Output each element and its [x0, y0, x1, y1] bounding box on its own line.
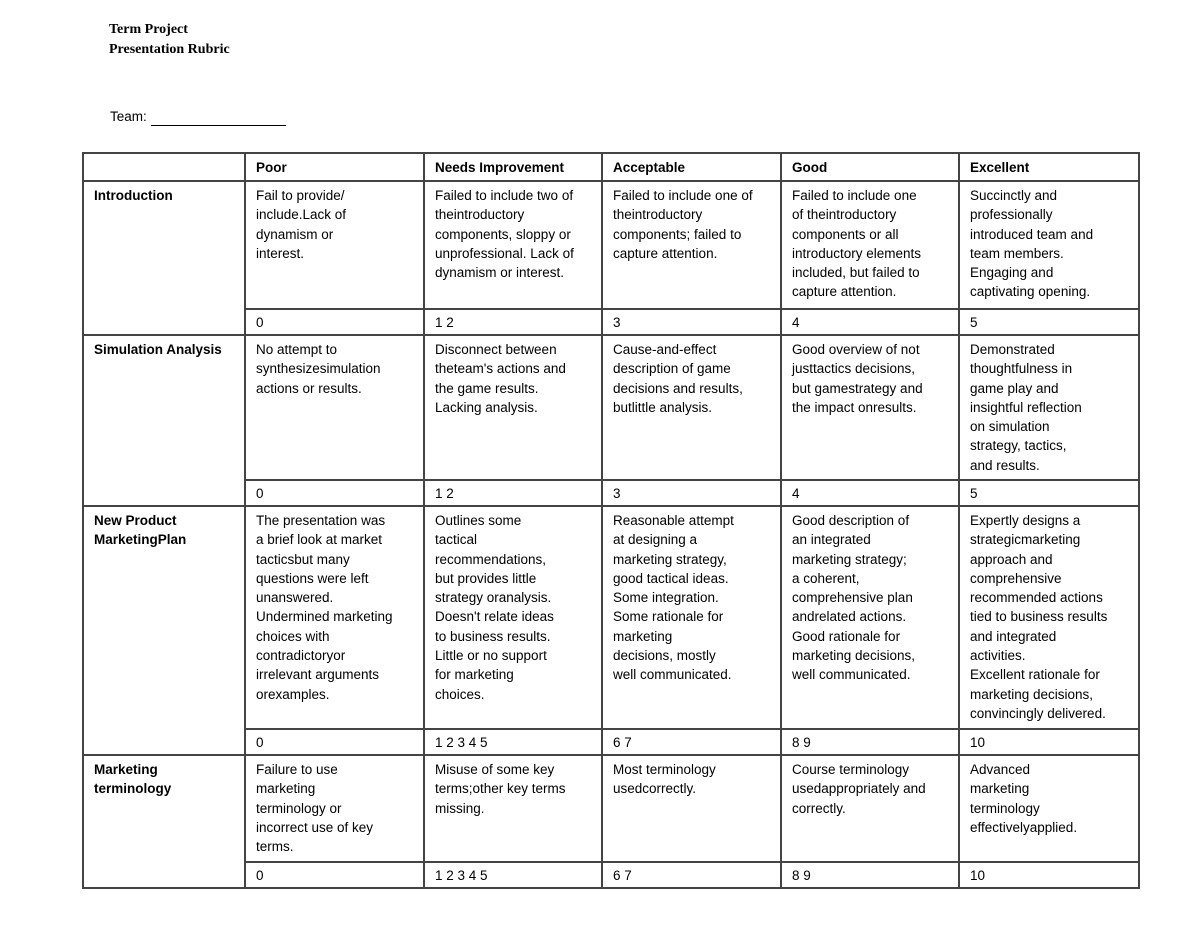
score-good: 8 9 [781, 862, 959, 888]
cell-acceptable: Reasonable attempt at designing a marketing strategy, good tactical ideas. Some integration. Some rationale for marketing decisions, mostly well communicated. [602, 506, 781, 729]
score-acceptable: 6 7 [602, 862, 781, 888]
table-row [83, 506, 1139, 729]
score-needs-improvement: 1 2 3 4 5 [424, 862, 602, 888]
score-poor: 0 [245, 480, 424, 506]
table-row [83, 335, 1139, 480]
column-header-acceptable: Acceptable [602, 153, 781, 181]
cell-good: Good description of an integrated marketing strategy; a coherent, comprehensive plan andrelated actions. Good rationale for marketing decisions, well communicated. [781, 506, 959, 729]
header-subtitle: Presentation Rubric [109, 42, 230, 57]
criterion-introduction: Introduction [83, 181, 245, 335]
score-needs-improvement: 1 2 [424, 309, 602, 335]
cell-needs-improvement: Failed to include two of theintroductory components, sloppy or unprofessional. Lack of dynamism or interest. [424, 181, 602, 309]
document-header [109, 20, 230, 60]
cell-acceptable: Most terminology usedcorrectly. [602, 755, 781, 862]
cell-good: Good overview of not justtactics decisions, but gamestrategy and the impact onresults. [781, 335, 959, 480]
score-good: 4 [781, 480, 959, 506]
cell-acceptable: Cause-and-effect description of game decisions and results, butlittle analysis. [602, 335, 781, 480]
column-header-good: Good [781, 153, 959, 181]
score-excellent: 10 [959, 729, 1139, 755]
cell-good: Failed to include one of theintroductory components or all introductory elements included, but failed to capture attention. [781, 181, 959, 309]
cell-acceptable: Failed to include one of theintroductory components; failed to capture attention. [602, 181, 781, 309]
score-needs-improvement: 1 2 3 4 5 [424, 729, 602, 755]
cell-poor: The presentation was a brief look at market tacticsbut many questions were left unanswered. Undermined marketing choices with contradictoryor irrelevant arguments orexamples. [245, 506, 424, 729]
team-field [110, 108, 286, 126]
cell-needs-improvement: Outlines some tactical recommendations, but provides little strategy oranalysis. Doesn't relate ideas to business results. Little or no support for marketing choices. [424, 506, 602, 729]
score-excellent: 5 [959, 309, 1139, 335]
score-poor: 0 [245, 309, 424, 335]
score-needs-improvement: 1 2 [424, 480, 602, 506]
team-label: Team: [110, 109, 147, 124]
column-header-criterion [83, 153, 245, 181]
score-good: 8 9 [781, 729, 959, 755]
cell-good: Course terminology usedappropriately and correctly. [781, 755, 959, 862]
criterion-new-product-marketing-plan: New Product MarketingPlan [83, 506, 245, 755]
column-header-needs-improvement: Needs Improvement [424, 153, 602, 181]
cell-poor: Fail to provide/ include.Lack of dynamism or interest. [245, 181, 424, 309]
header-row [83, 153, 1139, 181]
column-header-excellent: Excellent [959, 153, 1139, 181]
rubric-table [82, 152, 1140, 889]
column-header-poor: Poor [245, 153, 424, 181]
header-title: Term Project [109, 22, 188, 37]
table-row [83, 181, 1139, 309]
cell-needs-improvement: Misuse of some key terms;other key terms missing. [424, 755, 602, 862]
cell-excellent: Succinctly and professionally introduced team and team members. Engaging and captivating opening. [959, 181, 1139, 309]
team-blank-line [151, 111, 286, 126]
score-good: 4 [781, 309, 959, 335]
table-row [83, 755, 1139, 862]
cell-needs-improvement: Disconnect between theteam's actions and the game results. Lacking analysis. [424, 335, 602, 480]
score-acceptable: 3 [602, 480, 781, 506]
cell-poor: No attempt to synthesizesimulation actions or results. [245, 335, 424, 480]
criterion-marketing-terminology: Marketing terminology [83, 755, 245, 888]
criterion-simulation-analysis: Simulation Analysis [83, 335, 245, 506]
score-excellent: 10 [959, 862, 1139, 888]
score-acceptable: 3 [602, 309, 781, 335]
score-acceptable: 6 7 [602, 729, 781, 755]
cell-excellent: Expertly designs a strategicmarketing approach and comprehensive recommended actions tied to business results and integrated activities. Excellent rationale for marketing decisions, convincingly delivered. [959, 506, 1139, 729]
cell-excellent: Advanced marketing terminology effectivelyapplied. [959, 755, 1139, 862]
cell-poor: Failure to use marketing terminology or incorrect use of key terms. [245, 755, 424, 862]
score-excellent: 5 [959, 480, 1139, 506]
cell-excellent: Demonstrated thoughtfulness in game play and insightful reflection on simulation strategy, tactics, and results. [959, 335, 1139, 480]
score-poor: 0 [245, 729, 424, 755]
score-poor: 0 [245, 862, 424, 888]
